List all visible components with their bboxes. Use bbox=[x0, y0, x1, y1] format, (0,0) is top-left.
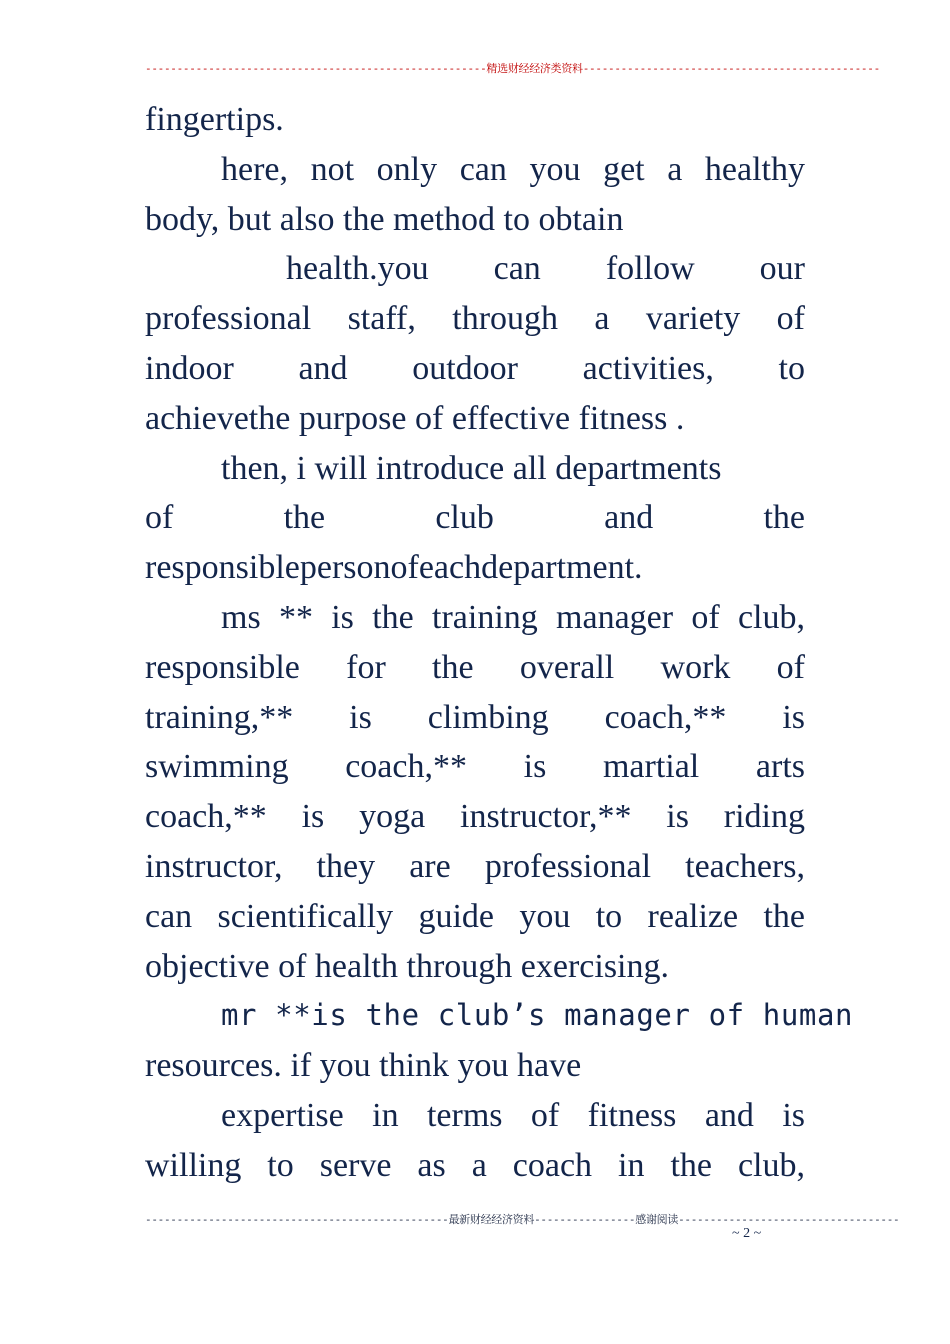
text-line: indoor and outdoor activities, to bbox=[145, 349, 805, 387]
text-line: professional staff, through a variety of bbox=[145, 300, 805, 338]
footer-label-latest: 最新财经经济资料 bbox=[448, 1213, 535, 1226]
text-line: of the club and the bbox=[145, 499, 805, 537]
text-line: mr **is the club’s manager of human bbox=[221, 998, 854, 1033]
header-right-dashes: ----------------------------------------------- bbox=[582, 62, 880, 75]
text-line: health.you can follow our bbox=[286, 250, 805, 288]
text-line: then, i will introduce all departments bbox=[221, 449, 722, 487]
footer-rule bbox=[145, 1211, 900, 1227]
body-text bbox=[145, 95, 854, 1191]
text-line: expertise in terms of fitness and is bbox=[221, 1096, 805, 1134]
text-line: here, not only can you get a healthy bbox=[221, 150, 805, 188]
text-line: can scientifically guide you to realize the bbox=[145, 897, 805, 935]
text-line: body, but also the method to obtain bbox=[145, 200, 624, 238]
footer-right-dashes: ----------------------------------- bbox=[678, 1213, 900, 1226]
text-line: swimming coach,** is martial arts bbox=[145, 748, 805, 786]
header-rule bbox=[145, 60, 880, 76]
footer-label-thanks: 感谢阅读 bbox=[635, 1213, 679, 1226]
text-line: ms ** is the training manager of club, bbox=[221, 598, 805, 636]
header-title: 精选财经经济类资料 bbox=[486, 62, 583, 75]
text-line: objective of health through exercising. bbox=[145, 947, 669, 985]
page-number: ~ 2 ~ bbox=[732, 1226, 762, 1241]
footer-left-dashes: ------------------------------------------------ bbox=[145, 1213, 449, 1226]
text-line: resources. if you think you have bbox=[145, 1047, 582, 1085]
text-line: training,** is climbing coach,** is bbox=[145, 698, 805, 736]
text-line: responsiblepersonofeachdepartment. bbox=[145, 549, 643, 587]
text-line: responsible for the overall work of bbox=[145, 648, 805, 686]
text-line: coach,** is yoga instructor,** is riding bbox=[145, 798, 805, 836]
text-line: achievethe purpose of effective fitness . bbox=[145, 399, 685, 437]
text-line: fingertips. bbox=[145, 101, 284, 138]
footer-middle-dashes: ---------------- bbox=[534, 1213, 636, 1226]
text-line: willing to serve as a coach in the club, bbox=[145, 1146, 805, 1184]
text-line: instructor, they are professional teachers, bbox=[145, 847, 805, 885]
header-left-dashes: ------------------------------------------------------ bbox=[145, 62, 487, 75]
